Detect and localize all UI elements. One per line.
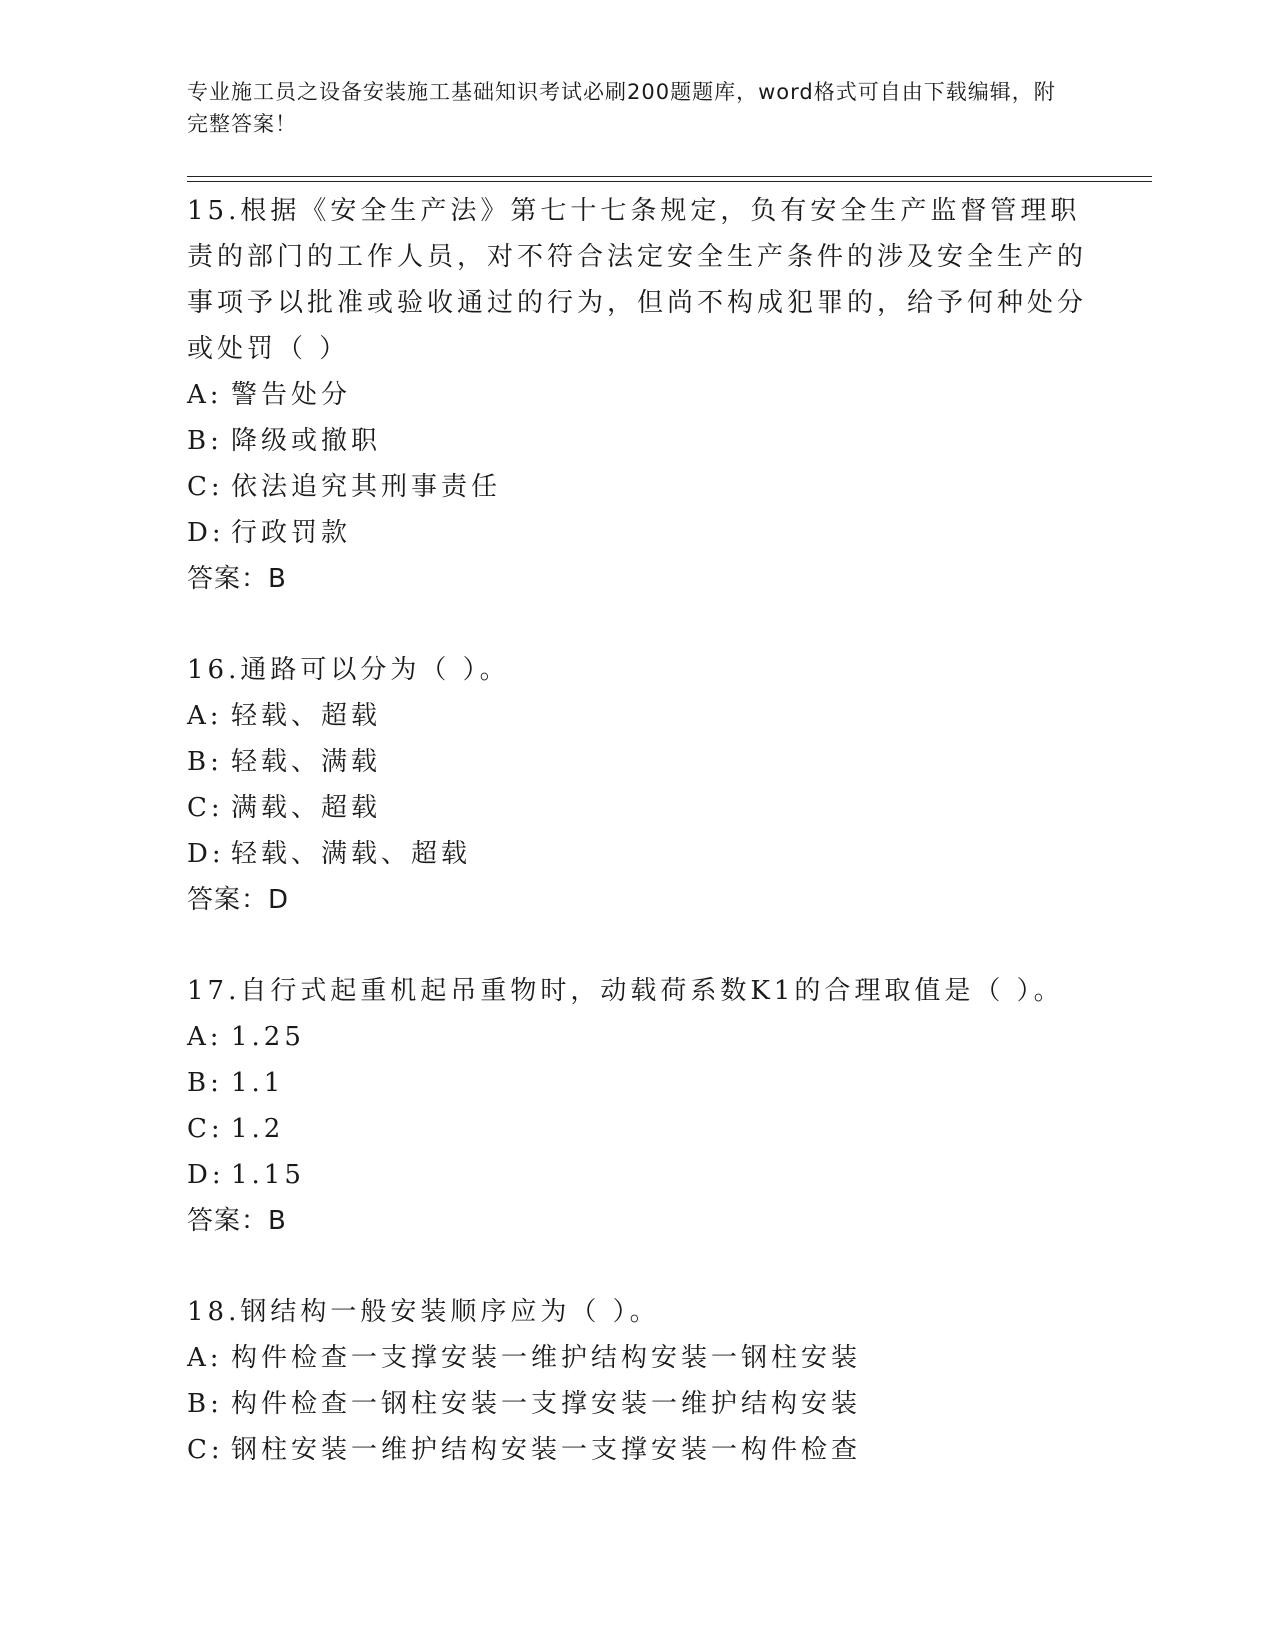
question-text: 16.通路可以分为（ ）。 <box>187 655 510 685</box>
option-letter: D: <box>187 1160 225 1190</box>
option-text: 构件检查一钢柱安装一支撑安装一维护结构安装 <box>231 1389 862 1419</box>
option-letter: C: <box>187 472 224 502</box>
option-c <box>187 464 1087 510</box>
option-b <box>187 418 1087 464</box>
option-d <box>187 831 1087 877</box>
header-divider-bottom <box>187 181 1152 182</box>
question-16 <box>187 647 1087 923</box>
option-c <box>187 1106 1087 1152</box>
document-header-title: 专业施工员之设备安装施工基础知识考试必刷200题题库，word格式可自由下载编辑，附完整答案！ <box>187 80 1056 136</box>
answer-line: 答案：D <box>187 885 290 915</box>
option-text: 1.25 <box>231 1022 305 1052</box>
option-a <box>187 372 1087 418</box>
option-c <box>187 785 1087 831</box>
option-text: 构件检查一支撑安装一维护结构安装一钢柱安装 <box>231 1343 862 1373</box>
option-b <box>187 1060 1087 1106</box>
header-divider-top <box>187 176 1152 177</box>
option-text: 轻载、满载 <box>231 747 382 777</box>
option-letter: B: <box>187 1068 223 1098</box>
option-a <box>187 693 1087 739</box>
option-letter: C: <box>187 1435 224 1465</box>
option-text: 行政罚款 <box>231 518 352 548</box>
option-text: 钢柱安装一维护结构安装一支撑安装一构件检查 <box>231 1435 862 1465</box>
option-letter: A: <box>187 380 223 410</box>
option-text: 依法追究其刑事责任 <box>231 472 502 502</box>
option-letter: B: <box>187 426 223 456</box>
option-text: 降级或撤职 <box>231 426 382 456</box>
option-letter: A: <box>187 1022 223 1052</box>
option-text: 警告处分 <box>231 380 352 410</box>
option-text: 1.1 <box>231 1068 285 1098</box>
answer-line: 答案：B <box>187 564 287 594</box>
question-text: 15.根据《安全生产法》第七十七条规定，负有安全生产监督管理职责的部门的工作人员，对不符合法定安全生产条件的涉及安全生产的事项予以批准或验收通过的行为，但尚不构成犯罪的，给予何种处分或处罚（ ） <box>187 196 1088 364</box>
question-text: 17.自行式起重机起吊重物时，动载荷系数K1的合理取值是（ ）。 <box>187 976 1064 1006</box>
option-b <box>187 739 1087 785</box>
option-a <box>187 1335 1087 1381</box>
option-letter: A: <box>187 701 223 731</box>
option-a <box>187 1014 1087 1060</box>
option-letter: A: <box>187 1343 223 1373</box>
option-text: 满载、超载 <box>231 793 382 823</box>
question-15 <box>187 188 1087 602</box>
option-d <box>187 1152 1087 1198</box>
option-c <box>187 1427 1087 1473</box>
option-b <box>187 1381 1087 1427</box>
answer-line: 答案：B <box>187 1206 287 1236</box>
option-text: 1.2 <box>231 1114 285 1144</box>
option-letter: C: <box>187 1114 224 1144</box>
option-letter: B: <box>187 747 223 777</box>
option-letter: B: <box>187 1389 223 1419</box>
option-letter: D: <box>187 839 225 869</box>
question-17 <box>187 968 1087 1244</box>
question-text: 18.钢结构一般安装顺序应为（ ）。 <box>187 1297 660 1327</box>
option-text: 轻载、满载、超载 <box>231 839 472 869</box>
option-text: 1.15 <box>231 1160 305 1190</box>
option-letter: C: <box>187 793 224 823</box>
option-letter: D: <box>187 518 225 548</box>
option-text: 轻载、超载 <box>231 701 382 731</box>
question-18 <box>187 1289 1087 1473</box>
option-d <box>187 510 1087 556</box>
question-list <box>187 188 1087 1518</box>
